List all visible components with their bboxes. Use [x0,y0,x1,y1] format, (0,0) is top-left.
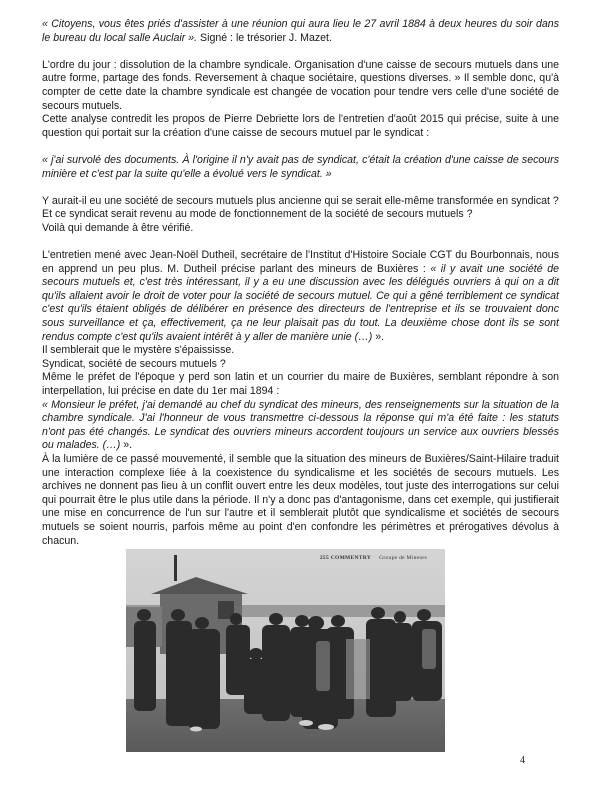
quoted-text: « j'ai survolé des documents. À l'origine il n'y avait pas de syndicat, c'était la création d'une caisse de secours minière et c'est par la suite qu'elle a évolué vers le syndicat. » [42,153,559,180]
quoted-text: « il y avait une société de secours mutuels et, c'est très intéressant, il y a eu une discussion avec les délégués ouvriers à qui on a dit qu'ils allaient avoir le droit de voter pour la société de secours mutuel. Ce qui a gêné terriblement ce syndicat c'est qu'ils étaient obligés de délibérer en présence des directeurs de l'entreprise et ils se trouvaient donc sous surveillance et ça, effectivement, ça ne leur plaisait pas du tout. La deuxième chose dont ils se sont rendus compte c'est qu'ils avaient intérêt à y aller de manière unie (…) [42,262,559,343]
body-text-segment: L'ordre du jour : dissolution de la chambre syndicale. Organisation d'une caisse de secours mutuels dans une autre forme, partage des fonds. Reversement à chaque sociétaire, questions diverses. » Il semble donc, qu'à compter de cette date la chambre syndicale est changée de vocation pour tendre vers celle d'une société de secours mutuels. [42,58,559,112]
body-text-segment: ». [120,439,133,452]
quoted-text: « Monsieur le préfet, j'ai demandé au chef du syndicat des mineurs, des renseignements sur la situation de la chambre syndicale. J'ai l'honneur de vous transmettre ci-dessous la réponse qui m'a été faite : les statuts n'ont pas été changés. Le syndicat des ouvriers mineurs accordent toujours un service aux ouvriers blessés ou malades. (…) [42,398,559,452]
body-text-segment: ». [372,330,385,343]
paragraph [42,453,559,548]
body-text [42,18,559,548]
paragraph [42,113,559,140]
body-text-segment: Voilà qui demande à être vérifié. [42,221,194,234]
paragraph [42,399,559,453]
body-text-segment: Il semblerait que le mystère s'épaississe. [42,344,235,357]
body-text-segment: L'entretien mené avec Jean-Noël Dutheil, secrétaire de l'Institut d'Histoire Sociale CGT du Bourbonnais, nous en apprend un peu plus. M. Dutheil précise parlant des mineurs de Buxières : [42,249,559,275]
quoted-text: « Citoyens, vous êtes priés d'assister à une réunion qui aura lieu le 27 avril 1884 à deux heures du soir dans le bureau du local salle Auclair ». [42,18,559,44]
paragraph [42,59,559,113]
paragraph-gap [42,45,559,59]
paragraph [42,222,559,236]
paragraph [42,154,559,181]
caption-place: COMMENTRY [330,555,372,561]
paragraph [42,18,559,45]
paragraph-gap [42,181,559,195]
paragraph [42,208,559,222]
body-text-segment: Et ce syndicat serait revenu au mode de fonctionnement de la société de secours mutuels ? [42,208,473,221]
paragraph [42,344,559,358]
paragraph-gap [42,236,559,250]
photo-caption [320,555,427,561]
paragraph [42,358,559,372]
miners-group-photo [126,549,445,752]
paragraph [42,195,559,209]
paragraph [42,371,559,398]
paragraph [42,249,559,344]
body-text-segment: Y aurait-il eu une société de secours mutuels plus ancienne qui se serait elle-même transformée en syndicat ? [42,194,559,207]
body-text-segment: Même le préfet de l'époque y perd son latin et un courrier du maire de Buxières, semblant répondre à son interpellation, lui précise en date du 1er mai 1894 : [42,371,559,398]
body-text-segment: Cette analyse contredit les propos de Pierre Debriette lors de l'entretien d'août 2015 qui précise, suite à une question qui portait sur la création d'une caisse de secours mutuel par le syndicat : [42,113,559,139]
body-text-segment: Signé : le trésorier J. Mazet. [197,31,332,44]
body-text-segment: À la lumière de ce passé mouvementé, il semble que la situation des mineurs de Buxières/Saint-Hilaire traduit une interaction complexe liée à la coexistence du syndicalisme et les sociétés de secours mutuels. Les archives ne donnent pas lieu à un conflit ouvert entre les deux modèles, tout juste des interrogations sur celui qui pourrait être le plus utile dans la période. Il n'y a donc pas d'antagonisme, dans cet exemple, qui justifierait une mise en concurrence de l'un sur l'autre et il semblerait plutôt que syndicalisme et sociétés de secours mutuels se soient nourris, parfois même au point d'en confondre les périmètres et prérogatives dévolus à chacun. [42,453,559,547]
photo-image [126,549,445,752]
body-text-segment: Syndicat, société de secours mutuels ? [42,357,226,370]
caption-number: 255 [319,555,330,561]
page-number: 4 [520,755,525,766]
paragraph-gap [42,140,559,154]
caption-title: Groupe de Mineurs [379,555,427,561]
